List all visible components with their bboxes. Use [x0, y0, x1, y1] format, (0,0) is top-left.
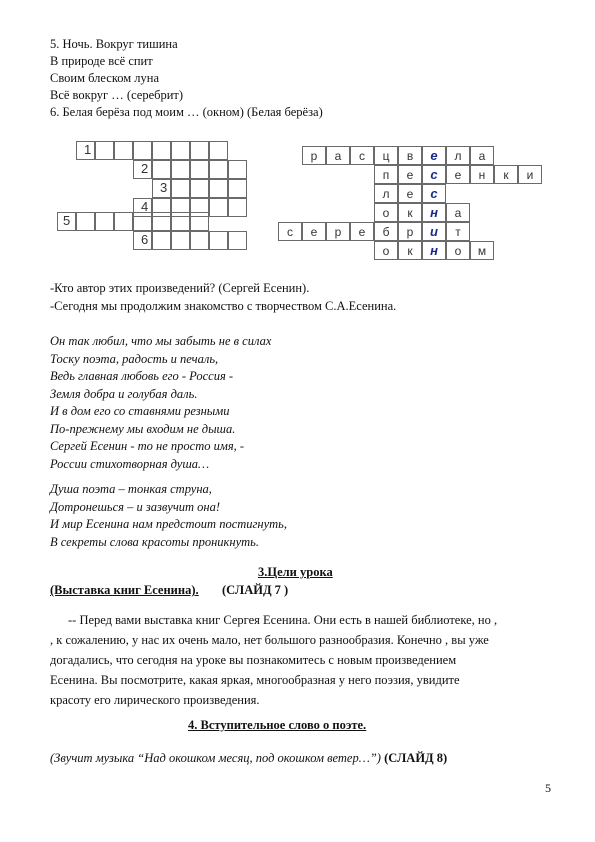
crossword-letter-cell: о	[374, 241, 398, 260]
verse2-line: Душа поэта – тонкая струна,	[50, 482, 212, 496]
crossword-cell[interactable]	[171, 141, 190, 160]
crossword-cell[interactable]	[133, 212, 152, 231]
crossword-number: 1	[84, 142, 92, 157]
crossword-keyword-cell: и	[422, 222, 446, 241]
crossword-letter-cell: р	[398, 222, 422, 241]
crossword-cell[interactable]	[209, 231, 228, 250]
crossword-letter-cell: с	[278, 222, 302, 241]
verse1-line: Ведь главная любовь его - Россия -	[50, 369, 234, 383]
crossword-letter-cell: е	[350, 222, 374, 241]
crossword-letter-cell: р	[326, 222, 350, 241]
section3-text-line: красоту его лирического произведения.	[50, 693, 260, 707]
crossword-letter-cell: е	[302, 222, 326, 241]
crossword-cell[interactable]	[209, 198, 228, 217]
crossword-letter-cell: е	[398, 165, 422, 184]
crossword-keyword-cell: н	[422, 241, 446, 260]
section3-subheading: (Выставка книг Есенина).	[50, 583, 199, 597]
crossword-cell[interactable]	[209, 179, 228, 198]
section3-text-line: , к сожалению, у нас их очень мало, нет большого разнообразия. Конечно , вы уже	[50, 633, 489, 647]
crossword-letter-cell: е	[446, 165, 470, 184]
crossword-number: 6	[141, 232, 149, 247]
crossword-letter-cell: е	[398, 184, 422, 203]
poem-lines-line: Всё вокруг … (серебрит)	[50, 88, 184, 102]
crossword-cell[interactable]	[95, 141, 114, 160]
crossword-letter-cell: л	[374, 184, 398, 203]
verse2-line: В секреты слова красоты проникнуть.	[50, 534, 259, 549]
crossword-letter-cell: к	[398, 241, 422, 260]
crossword-letter-cell: с	[350, 146, 374, 165]
crossword-keyword-cell: е	[422, 146, 446, 165]
crossword-keyword-cell: н	[422, 203, 446, 222]
crossword-cell[interactable]	[228, 198, 247, 217]
crossword-cell[interactable]	[190, 231, 209, 250]
crossword-cell[interactable]	[152, 141, 171, 160]
crossword-letter-cell: а	[326, 146, 350, 165]
crossword-cell[interactable]	[114, 141, 133, 160]
crossword-letter-cell: б	[374, 222, 398, 241]
crossword-letter-cell: т	[446, 222, 470, 241]
verse1-line: По-прежнему мы входим не дыша.	[50, 421, 236, 436]
crossword-cell[interactable]	[209, 141, 228, 160]
crossword-letter-cell: о	[374, 203, 398, 222]
poem-lines-line: 6. Белая берёза под моим … (окном) (Белая берёза)	[50, 105, 323, 119]
crossword-cell[interactable]	[228, 160, 247, 179]
section3-text-line: догадались, что сегодня на уроке вы познакомитесь с новым произведением	[50, 653, 457, 667]
crossword-cell[interactable]	[152, 160, 171, 179]
music-note: (Звучит музыка “Над окошком месяц, под окошком ветер…”)	[50, 751, 381, 765]
crossword-letter-cell: п	[374, 165, 398, 184]
verse1-line: И в дом его со ставнями резными	[50, 404, 230, 418]
crossword-cell[interactable]	[190, 179, 209, 198]
section3-text-line: -- Перед вами выставка книг Сергея Есенина. Они есть в нашей библиотеке, но ,	[68, 613, 498, 627]
verse2-line: Дотронешься – и зазвучит она!	[50, 499, 221, 514]
crossword-letter-cell: м	[470, 241, 494, 260]
crossword-letter-cell: к	[398, 203, 422, 222]
crossword-letter-cell: а	[470, 146, 494, 165]
crossword-letter-cell: о	[446, 241, 470, 260]
section3-heading: 3.Цели урока	[258, 565, 333, 579]
crossword-cell[interactable]	[152, 231, 171, 250]
crossword-cell[interactable]	[190, 141, 209, 160]
poem-lines-line: 5. Ночь. Вокруг тишина	[50, 37, 178, 51]
section3-text-line: Есенина. Вы посмотрите, какая яркая, многообразная у него поэзия, увидите	[50, 673, 460, 687]
verse2-line: И мир Есенина нам предстоит постигнуть,	[50, 517, 287, 531]
crossword-cell[interactable]	[171, 231, 190, 250]
page-number: 5	[545, 781, 551, 795]
poem-lines-line: В природе всё спит	[50, 54, 153, 68]
section4-line	[50, 750, 447, 766]
crossword-keyword-cell: с	[422, 165, 446, 184]
verse1-line: Тоску поэта, радость и печаль,	[50, 351, 219, 366]
crossword-number: 3	[160, 180, 168, 195]
crossword-cell[interactable]	[152, 212, 171, 231]
verse1-line: Он так любил, что мы забыть не в силах	[50, 334, 272, 348]
verse1-line: Земля добра и голубая даль.	[50, 386, 198, 401]
poem-lines-line: Своим блеском луна	[50, 71, 160, 85]
crossword-cell[interactable]	[209, 160, 228, 179]
crossword-letter-cell: л	[446, 146, 470, 165]
crossword-cell[interactable]	[95, 212, 114, 231]
crossword-cell[interactable]	[171, 212, 190, 231]
verse1-line: России стихотворная душа…	[50, 456, 210, 471]
crossword-cell[interactable]	[190, 160, 209, 179]
crossword-cell[interactable]	[228, 231, 247, 250]
crossword-cell[interactable]	[133, 141, 152, 160]
section4-slide: (СЛАЙД 8)	[384, 751, 448, 765]
question-author: -Кто автор этих произведений? (Сергей Есенин).	[50, 281, 310, 295]
section4-heading: 4. Вступительное слово о поэте.	[188, 718, 367, 732]
crossword-letter-cell: ц	[374, 146, 398, 165]
crossword-cell[interactable]	[171, 179, 190, 198]
crossword-keyword-cell: с	[422, 184, 446, 203]
crossword-cell[interactable]	[76, 212, 95, 231]
crossword-letter-cell: к	[494, 165, 518, 184]
section3-slide: (СЛАЙД 7 )	[222, 583, 289, 597]
crossword-cell[interactable]	[114, 212, 133, 231]
crossword-letter-cell: а	[446, 203, 470, 222]
crossword-number: 5	[63, 213, 71, 228]
crossword-letter-cell: и	[518, 165, 542, 184]
crossword-cell[interactable]	[228, 179, 247, 198]
crossword-number: 4	[141, 199, 149, 214]
verse1-line: Сергей Есенин - то не просто имя, -	[50, 439, 245, 453]
crossword-letter-cell: н	[470, 165, 494, 184]
crossword-cell[interactable]	[190, 212, 209, 231]
crossword-letter-cell: р	[302, 146, 326, 165]
crossword-cell[interactable]	[171, 160, 190, 179]
question-continue: -Сегодня мы продолжим знакомство с творчеством С.А.Есенина.	[50, 299, 397, 313]
crossword-number: 2	[141, 161, 149, 176]
crossword-letter-cell: в	[398, 146, 422, 165]
